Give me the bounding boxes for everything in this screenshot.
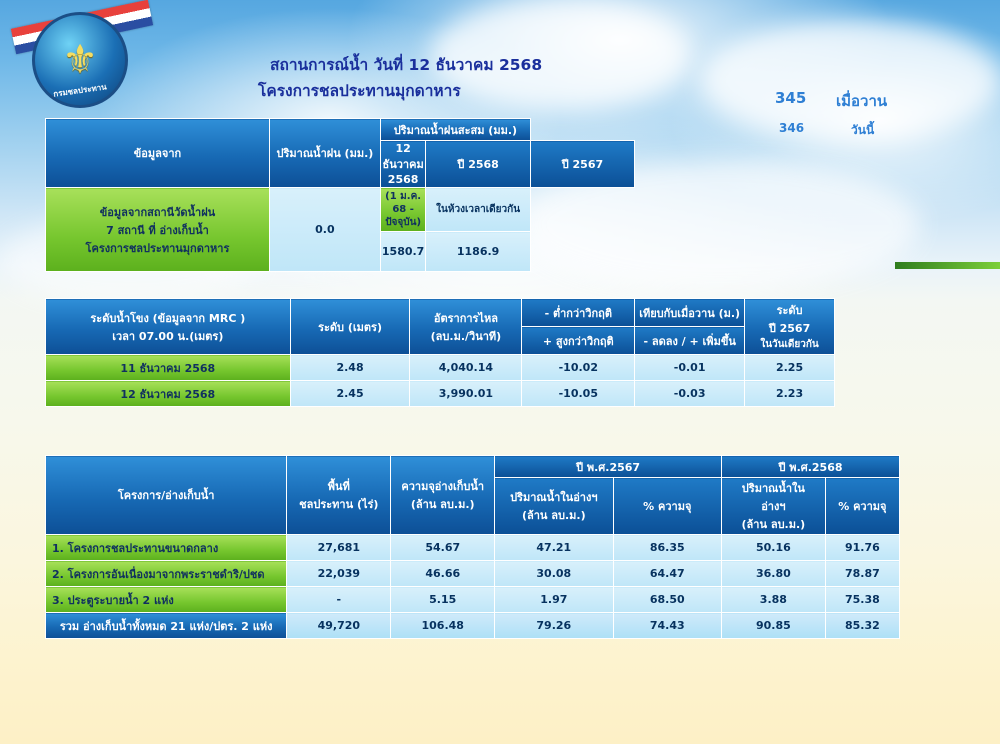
mekong-col-flow — [410, 299, 522, 355]
reservoir-col-volume-2568-line3: (ล้าน ลบ.ม.) — [741, 518, 806, 531]
rainfall-row-label-line2: 7 สถานี ที่ อ่างเก็บน้ำ — [106, 223, 209, 237]
table-row — [46, 381, 835, 407]
rainfall-value-today: 0.0 — [269, 188, 380, 272]
rainfall-row-label — [46, 188, 270, 272]
mekong-col-critical-top: - ต่ำกว่าวิกฤติ — [522, 299, 635, 327]
reservoir-col-volume-2568 — [722, 478, 826, 535]
table-row — [46, 355, 835, 381]
mekong-row-date: 12 ธันวาคม 2568 — [46, 381, 291, 407]
reservoir-col-volume-2567-line2: (ล้าน ลบ.ม.) — [521, 509, 586, 522]
rainfall-col-accumulated: ปริมาณน้ำฝนสะสม (มม.) — [380, 119, 530, 141]
green-accent-bar — [895, 262, 1000, 269]
mekong-row-compare: -0.03 — [635, 381, 745, 407]
mekong-row-flow: 4,040.14 — [410, 355, 522, 381]
reservoir-col-capacity-line2: (ล้าน ลบ.ม.) — [410, 498, 475, 511]
reservoir-row-pct-2568: 78.87 — [825, 561, 899, 587]
mekong-col-compare-top: เทียบกับเมื่อวาน (ม.) — [635, 299, 745, 327]
mekong-row-level: 2.48 — [290, 355, 410, 381]
mekong-row-date: 11 ธันวาคม 2568 — [46, 355, 291, 381]
reservoir-row-volume-2568: 50.16 — [722, 535, 826, 561]
mekong-row-level-2567: 2.25 — [745, 355, 835, 381]
rainfall-col-year-2567: ปี 2567 — [530, 141, 634, 188]
rainfall-col-source: ข้อมูลจาก — [46, 119, 270, 188]
reservoir-row-area: 27,681 — [287, 535, 391, 561]
rainfall-col-year-2568: ปี 2568 — [426, 141, 531, 188]
rainfall-note-2567: ในห้วงเวลาเดียวกัน — [426, 188, 531, 232]
reservoir-col-capacity — [391, 456, 495, 535]
rainfall-note-2568: (1 ม.ค. 68 - ปัจจุบัน) — [380, 188, 425, 232]
mekong-col-title — [46, 299, 291, 355]
mekong-col-level-2567-line1: ระดับ — [776, 304, 803, 317]
reservoir-row-pct-2568: 75.38 — [825, 587, 899, 613]
mekong-col-flow-line2: (ลบ.ม./วินาที) — [430, 329, 502, 343]
crown-icon: ⚜ — [62, 37, 98, 83]
reservoir-group-2567: ปี พ.ศ.2567 — [495, 456, 722, 478]
reservoir-row-name: 3. ประตูระบายน้ำ 2 แห่ง — [46, 587, 287, 613]
reservoir-col-volume-2568-line1: ปริมาณน้ำใน — [741, 482, 805, 495]
royal-irrigation-department-logo — [18, 4, 138, 119]
reservoir-row-pct-2567: 86.35 — [613, 535, 722, 561]
visitor-counter-yesterday-value: 345 — [775, 89, 807, 107]
reservoir-table — [45, 455, 900, 639]
rainfall-row-label-line1: ข้อมูลจากสถานีวัดน้ำฝน — [99, 205, 216, 219]
mekong-col-critical-bottom: + สูงกว่าวิกฤติ — [522, 327, 635, 355]
reservoir-col-volume-2568-line2: อ่างฯ — [761, 500, 786, 513]
mekong-col-compare-bottom: - ลดลง / + เพิ่มขึ้น — [635, 327, 745, 355]
reservoir-row-volume-2567: 47.21 — [495, 535, 613, 561]
reservoir-col-area-line1: พื้นที่ — [327, 480, 350, 493]
reservoir-total-volume-2568: 90.85 — [722, 613, 826, 639]
rainfall-value-2568: 1580.7 — [380, 232, 425, 272]
table-total-row — [46, 613, 900, 639]
reservoir-row-volume-2567: 1.97 — [495, 587, 613, 613]
reservoir-total-name: รวม อ่างเก็บน้ำทั้งหมด 21 แห่ง/ปตร. 2 แห่ง — [46, 613, 287, 639]
reservoir-row-area: 22,039 — [287, 561, 391, 587]
reservoir-row-volume-2567: 30.08 — [495, 561, 613, 587]
reservoir-col-area-line2: ชลประทาน (ไร่) — [299, 498, 379, 511]
reservoir-row-capacity: 46.66 — [391, 561, 495, 587]
mekong-row-critical: -10.05 — [522, 381, 635, 407]
mekong-col-level-2567-line2: ปี 2567 — [768, 322, 811, 335]
reservoir-col-area — [287, 456, 391, 535]
mekong-col-title-line1: ระดับน้ำโขง (ข้อมูลจาก MRC ) — [90, 311, 246, 325]
reservoir-row-capacity: 54.67 — [391, 535, 495, 561]
reservoir-total-pct-2567: 74.43 — [613, 613, 722, 639]
rainfall-row-label-line3: โครงการชลประทานมุกดาหาร — [85, 241, 230, 255]
mekong-row-compare: -0.01 — [635, 355, 745, 381]
mekong-row-critical: -10.02 — [522, 355, 635, 381]
reservoir-col-pct-2568: % ความจุ — [825, 478, 899, 535]
visitor-counter-today-label: วันนี้ — [851, 123, 875, 137]
rainfall-col-amount: ปริมาณน้ำฝน (มม.) — [269, 119, 380, 188]
reservoir-row-volume-2568: 36.80 — [722, 561, 826, 587]
page-title-line2: โครงการชลประทานมุกดาหาร — [258, 82, 461, 100]
reservoir-total-capacity: 106.48 — [391, 613, 495, 639]
seal-emblem-icon — [32, 12, 128, 108]
mekong-row-level: 2.45 — [290, 381, 410, 407]
reservoir-row-name: 1. โครงการชลประทานขนาดกลาง — [46, 535, 287, 561]
reservoir-row-pct-2568: 91.76 — [825, 535, 899, 561]
rainfall-table — [45, 118, 635, 272]
mekong-col-level: ระดับ (เมตร) — [290, 299, 410, 355]
reservoir-row-pct-2567: 64.47 — [613, 561, 722, 587]
reservoir-col-capacity-line1: ความจุอ่างเก็บน้ำ — [401, 480, 485, 493]
table-row — [46, 587, 900, 613]
table-row — [46, 561, 900, 587]
mekong-row-level-2567: 2.23 — [745, 381, 835, 407]
reservoir-row-capacity: 5.15 — [391, 587, 495, 613]
mekong-col-level-2567 — [745, 299, 835, 355]
reservoir-total-pct-2568: 85.32 — [825, 613, 899, 639]
reservoir-col-volume-2567-line1: ปริมาณน้ำในอ่างฯ — [510, 491, 598, 504]
mekong-row-flow: 3,990.01 — [410, 381, 522, 407]
page-title-line1: สถานการณ์น้ำ วันที่ 12 ธันวาคม 2568 — [270, 56, 543, 74]
visitor-counter-today-value: 346 — [779, 121, 805, 135]
mekong-col-flow-line1: อัตราการไหล — [433, 311, 498, 325]
mekong-level-table — [45, 298, 835, 407]
cloud-decoration — [700, 20, 1000, 140]
reservoir-col-pct-2567: % ความจุ — [613, 478, 722, 535]
table-row — [46, 535, 900, 561]
mekong-col-level-2567-line3: ในวันเดียวกัน — [760, 339, 819, 350]
rainfall-col-date: 12 ธันวาคม 2568 — [380, 141, 425, 188]
reservoir-row-area: - — [287, 587, 391, 613]
reservoir-col-volume-2567 — [495, 478, 613, 535]
mekong-col-title-line2: เวลา 07.00 น.(เมตร) — [112, 329, 224, 343]
reservoir-row-name: 2. โครงการอันเนื่องมาจากพระราชดำริ/ปชด — [46, 561, 287, 587]
visitor-counter-yesterday-label: เมื่อวาน — [836, 92, 888, 110]
reservoir-group-2568: ปี พ.ศ.2568 — [722, 456, 900, 478]
reservoir-total-volume-2567: 79.26 — [495, 613, 613, 639]
seal-caption-text: กรมชลประทาน — [52, 82, 108, 99]
rainfall-value-2567: 1186.9 — [426, 232, 531, 272]
reservoir-row-volume-2568: 3.88 — [722, 587, 826, 613]
reservoir-total-area: 49,720 — [287, 613, 391, 639]
reservoir-col-project: โครงการ/อ่างเก็บน้ำ — [46, 456, 287, 535]
reservoir-row-pct-2567: 68.50 — [613, 587, 722, 613]
